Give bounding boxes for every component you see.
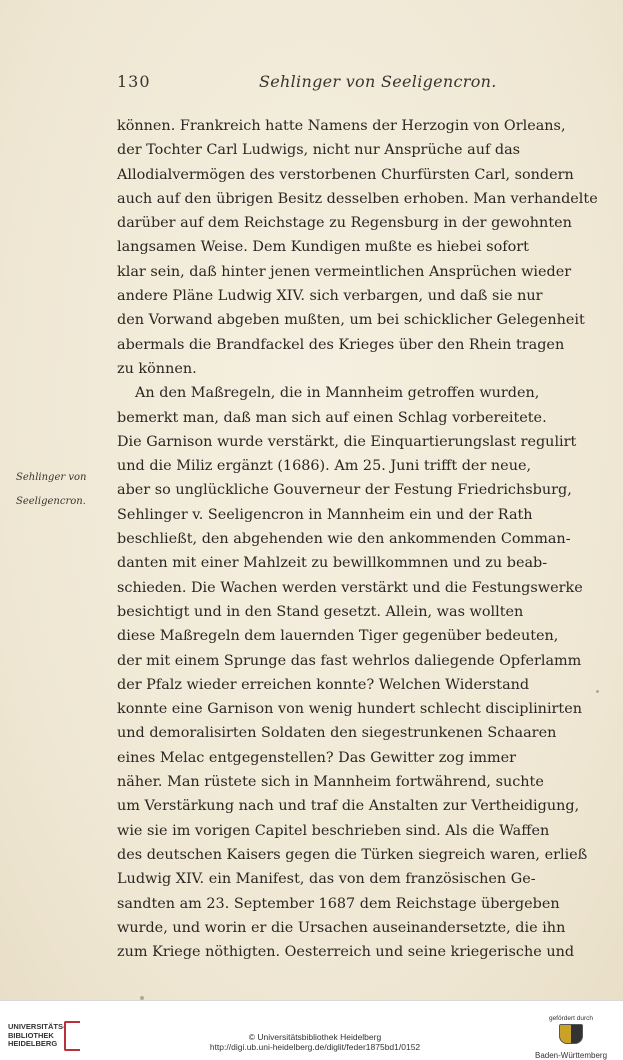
text-line: wurde, und worin er die Ursachen auseinandersetzte, die ihn: [117, 919, 566, 936]
text-line: besichtigt und in den Stand gesetzt. Allein, was wollten: [117, 603, 524, 620]
library-name-line: HEIDELBERG: [8, 1039, 58, 1048]
text-line: langsamen Weise. Dem Kundigen mußte es hiebei sofort: [117, 239, 529, 256]
text-line: danten mit einer Mahlzeit zu bewillkommnen und zu beab-: [117, 555, 548, 572]
text-line: konnte eine Garnison von wenig hundert schlecht disciplinirten: [117, 701, 582, 718]
text-line: und die Miliz ergänzt (1686). Am 25. Juni trifft der neue,: [117, 458, 532, 475]
library-name-line: BIBLIOTHEK: [8, 1030, 54, 1040]
text-line: der Pfalz wieder erreichen konnte? Welchen Widerstand: [117, 676, 530, 693]
text-line: um Verstärkung nach und traf die Anstalten zur Vertheidigung,: [117, 798, 580, 815]
text-line: Die Garnison wurde verstärkt, die Einquartierungslast regulirt: [117, 433, 577, 450]
library-logo-icon: [64, 1021, 80, 1051]
text-line: Allodialvermögen des verstorbenen Churfürsten Carl, sondern: [117, 166, 574, 183]
sponsor-block: [531, 1015, 611, 1060]
text-line: darüber auf dem Reichstage zu Regensburg in der gewohnten: [117, 215, 572, 232]
running-title: Sehlinger von Seeligencron.: [259, 72, 497, 91]
text-line: eines Melac entgegenstellen? Das Gewitter zog immer: [117, 749, 517, 766]
text-line: der mit einem Sprunge das fast wehrlos daliegende Opferlamm: [117, 652, 582, 669]
text-line: Ludwig XIV. ein Manifest, das von dem französischen Ge-: [117, 871, 536, 888]
coat-of-arms-icon: [559, 1024, 583, 1044]
text-line: zum Kriege nöthigten. Oesterreich und seine kriegerische und: [117, 944, 575, 961]
text-line: bemerkt man, daß man sich auf einen Schlag vorbereitete.: [117, 409, 547, 426]
text-line: sandten am 23. September 1687 dem Reichstage übergeben: [117, 895, 560, 912]
text-line: aber so unglückliche Gouverneur der Festung Friedrichsburg,: [117, 482, 572, 499]
margin-note: [16, 466, 96, 514]
text-line: den Vorwand abgeben mußten, um bei schicklicher Gelegenheit: [117, 312, 585, 329]
margin-note-line: Seeligencron.: [16, 496, 86, 507]
text-line: und demoralisirten Soldaten den siegestrunkenen Schaaren: [117, 725, 557, 742]
page-number: 130: [117, 72, 151, 91]
text-line: diese Maßregeln dem lauernden Tiger gegenüber bedeuten,: [117, 628, 559, 645]
text-line: zu können.: [117, 360, 197, 377]
text-line: Sehlinger v. Seeligencron in Mannheim ein und der Rath: [117, 506, 533, 523]
sponsor-label: gefördert durch: [548, 1015, 594, 1022]
sponsor-name: Baden-Württemberg: [534, 1051, 608, 1060]
margin-note-line: Sehlinger von: [16, 472, 87, 483]
text-line: können. Frankreich hatte Namens der Herzogin von Orleans,: [117, 118, 566, 134]
text-line: auch auf den übrigen Besitz desselben erhoben. Man verhandelte: [117, 190, 598, 207]
footer-bar: [0, 1000, 623, 1060]
page-header: [117, 72, 507, 96]
text-line: wie sie im vorigen Capitel beschrieben sind. Als die Waffen: [117, 822, 550, 839]
text-line: andere Pläne Ludwig XIV. sich verbargen, und daß sie nur: [117, 288, 543, 305]
ink-spot: [596, 690, 599, 693]
library-name-line: UNIVERSITÄTS-: [8, 1022, 66, 1031]
text-line: näher. Man rüstete sich in Mannheim fortwährend, suchte: [117, 774, 544, 791]
source-url-link[interactable]: http://digi.ub.uni-heidelberg.de/diglit/feder1875bd1/0152: [209, 1041, 421, 1052]
copyright-line: © Universitätsbibliothek Heidelberg: [248, 1032, 382, 1042]
text-line: der Tochter Carl Ludwigs, nicht nur Ansprüche auf das: [117, 142, 521, 159]
text-line: schieden. Die Wachen werden verstärkt und die Festungswerke: [117, 579, 583, 596]
text-line: abermals die Brandfackel des Krieges über den Rhein tragen: [117, 336, 565, 353]
library-name: [8, 1023, 66, 1049]
text-line: beschließt, den abgehenden wie den ankommenden Comman-: [117, 531, 571, 548]
text-line: des deutschen Kaisers gegen die Türken siegreich waren, erließ: [117, 846, 588, 863]
copyright-notice: [180, 1033, 450, 1052]
text-line: An den Maßregeln, die in Mannheim getroffen wurden,: [135, 385, 540, 402]
body-text: [117, 114, 598, 964]
text-line: klar sein, daß hinter jenen vermeintlichen Ansprüchen wieder: [117, 263, 572, 280]
